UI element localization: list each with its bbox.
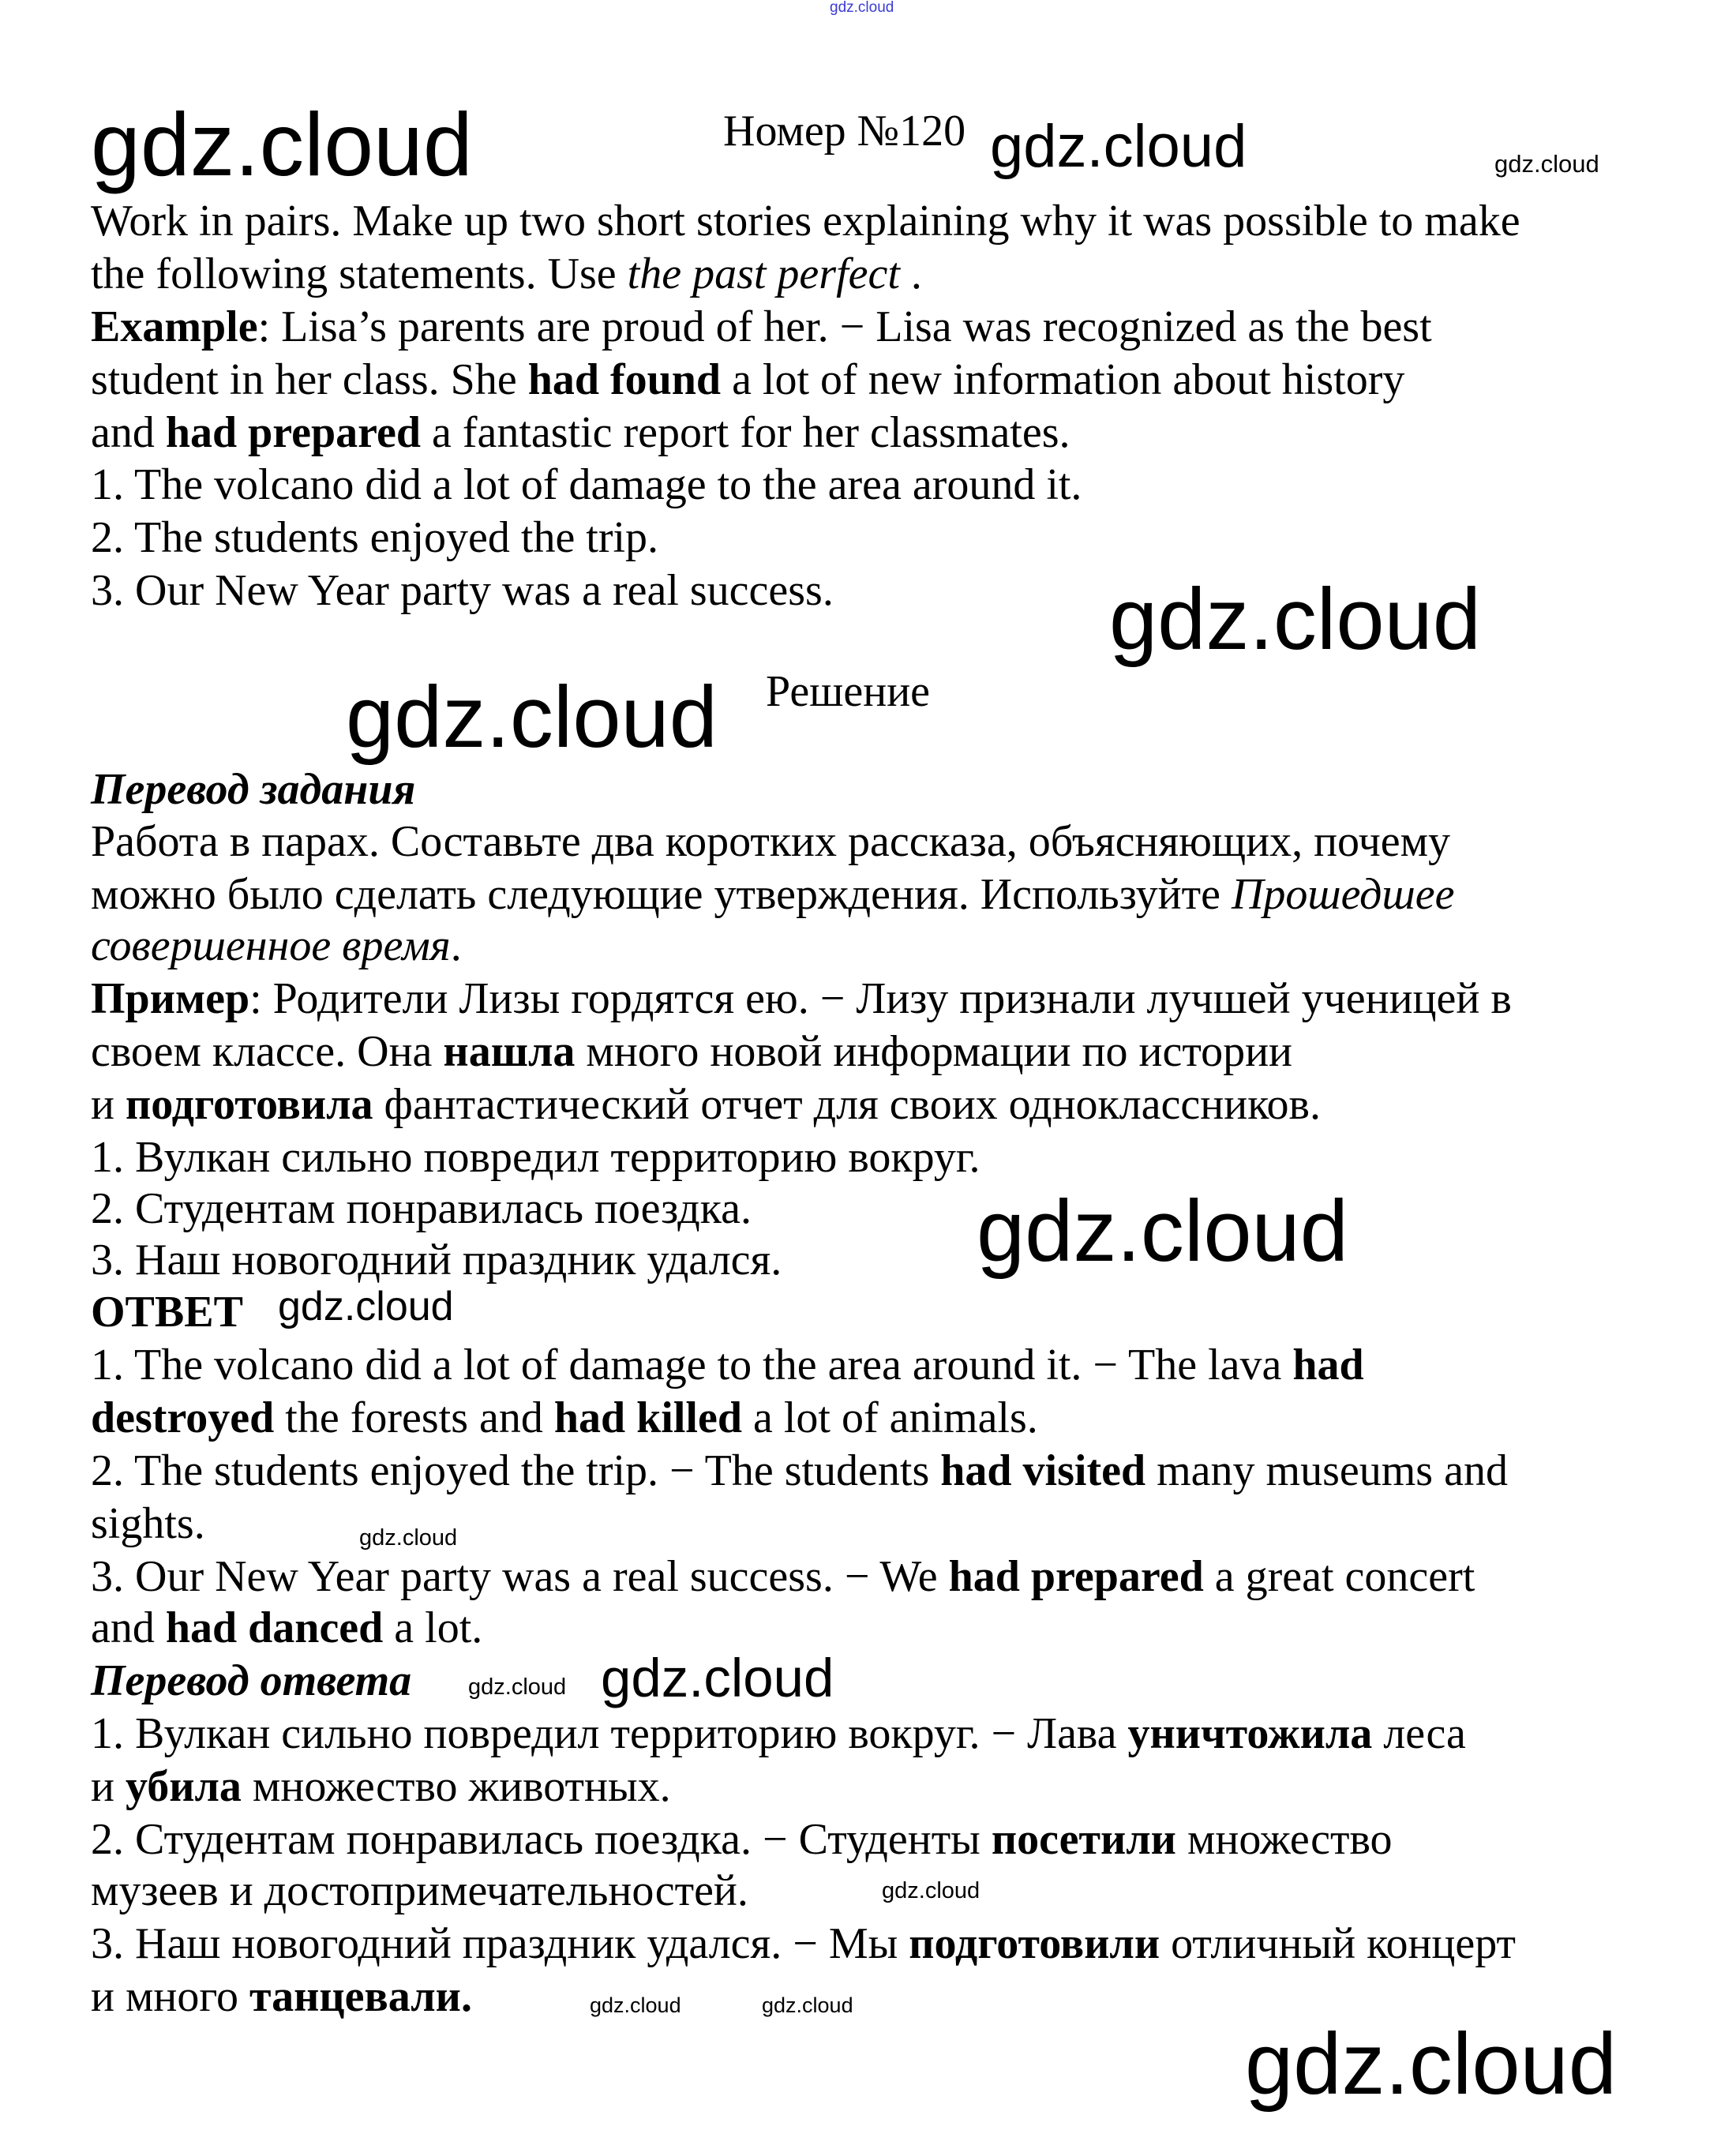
- gdz-watermark: gdz.cloud: [91, 95, 473, 194]
- text-line: [91, 1971, 472, 2023]
- text-line: [91, 354, 1404, 406]
- text-segment: many museums and: [1145, 1446, 1508, 1495]
- text-segment: Work in pairs. Make up two short stories explaining why it was possible to make: [91, 197, 1520, 246]
- gdz-watermark: gdz.cloud: [1245, 2016, 1617, 2113]
- text-segment: уничтожила: [1127, 1709, 1373, 1758]
- text-segment: множество животных.: [241, 1762, 671, 1811]
- text-line: [91, 1498, 205, 1550]
- text-segment: нашла: [443, 1027, 576, 1076]
- text-segment: Перевод ответа: [91, 1656, 412, 1705]
- text-segment: student in her class. She: [91, 355, 528, 404]
- text-line: [91, 195, 1520, 247]
- gdz-watermark: gdz.cloud: [601, 1648, 834, 1708]
- text-segment: 3. Наш новогодний праздник удался.: [91, 1236, 782, 1284]
- text-segment: посетили: [991, 1815, 1176, 1864]
- text-segment: Пример: [91, 974, 250, 1023]
- text-segment: убила: [125, 1762, 242, 1811]
- text-line: [91, 1865, 748, 1917]
- text-segment: a great concert: [1203, 1552, 1475, 1601]
- text-line: [91, 973, 1512, 1025]
- solution-heading: Решение: [766, 667, 931, 716]
- gdz-watermark: gdz.cloud: [1494, 150, 1599, 178]
- text-segment: had prepared: [165, 408, 421, 457]
- text-segment: отличный концерт: [1160, 1919, 1516, 1968]
- text-segment: had danced: [165, 1603, 384, 1652]
- text-segment: 3. Наш новогодний праздник удался. − Мы: [91, 1919, 909, 1968]
- text-line: [91, 1655, 411, 1707]
- text-segment: подготовила: [125, 1080, 373, 1129]
- text-line: [91, 1026, 1292, 1078]
- text-segment: можно было сделать следующие утверждения. Используйте: [91, 870, 1232, 919]
- text-line: [91, 868, 1454, 921]
- text-segment: .: [899, 249, 922, 298]
- gdz-watermark: gdz.cloud: [590, 1993, 681, 2017]
- text-segment: and: [91, 408, 166, 457]
- gdz-watermark: gdz.cloud: [977, 1183, 1348, 1280]
- text-line: [91, 1918, 1516, 1970]
- text-segment: had killed: [553, 1393, 742, 1442]
- text-line: [91, 763, 415, 816]
- text-segment: 1. Вулкан сильно повредил территорию вокруг. − Лава: [91, 1709, 1128, 1758]
- text-segment: Работа в парах. Составьте два коротких рассказа, объясняющих, почему: [91, 817, 1451, 866]
- text-segment: своем классе. Она: [91, 1027, 444, 1076]
- text-line: [91, 1602, 482, 1654]
- text-segment: the following statements. Use: [91, 249, 628, 298]
- text-segment: 2. Студентам понравилась поездка.: [91, 1184, 752, 1233]
- text-line: [91, 1392, 1038, 1444]
- text-segment: a lot.: [383, 1603, 483, 1652]
- gdz-watermark: gdz.cloud: [882, 1878, 980, 1903]
- text-line: [91, 1708, 1466, 1760]
- text-line: [91, 564, 834, 617]
- text-segment: and: [91, 1603, 166, 1652]
- text-segment: Example: [91, 302, 258, 351]
- text-segment: had: [1292, 1341, 1364, 1389]
- text-line: [91, 1286, 243, 1338]
- text-segment: a lot of animals.: [741, 1393, 1038, 1442]
- text-line: [91, 248, 922, 300]
- text-segment: 1. Вулкан сильно повредил территорию вокруг.: [91, 1133, 980, 1182]
- text-segment: 2. Студентам понравилась поездка. − Студенты: [91, 1815, 992, 1864]
- text-segment: had prepared: [948, 1552, 1204, 1601]
- text-segment: had found: [527, 355, 722, 404]
- text-line: [91, 1078, 1321, 1131]
- text-segment: destroyed: [91, 1393, 275, 1442]
- text-line: [91, 1131, 980, 1183]
- text-line: [91, 459, 1082, 511]
- text-line: [91, 920, 462, 972]
- text-segment: 1. The volcano did a lot of damage to the area around it. − The lava: [91, 1341, 1293, 1389]
- text-line: [91, 1183, 752, 1235]
- text-segment: the forests and: [274, 1393, 554, 1442]
- gdz-watermark: gdz.cloud: [830, 0, 894, 16]
- gdz-watermark: gdz.cloud: [990, 113, 1247, 180]
- text-segment: Прошедшее: [1231, 870, 1455, 919]
- gdz-watermark: gdz.cloud: [346, 669, 718, 766]
- text-line: [91, 512, 658, 564]
- text-segment: sights.: [91, 1499, 205, 1548]
- text-segment: фантастический отчет для своих одноклассников.: [373, 1080, 1321, 1129]
- text-line: [91, 1761, 671, 1813]
- gdz-watermark: gdz.cloud: [359, 1525, 458, 1551]
- text-segment: и много: [91, 1972, 249, 2021]
- text-line: [91, 1813, 1393, 1866]
- text-segment: the past perfect: [627, 249, 900, 298]
- text-segment: музеев и достопримечательностей.: [91, 1866, 748, 1915]
- text-segment: ОТВЕТ: [91, 1288, 243, 1337]
- text-segment: 3. Our New Year party was a real success. − We: [91, 1552, 949, 1601]
- text-line: [91, 407, 1070, 459]
- text-segment: и: [91, 1080, 126, 1129]
- text-segment: Перевод задания: [91, 765, 416, 814]
- gdz-watermark: gdz.cloud: [762, 1993, 853, 2017]
- text-segment: много новой информации по истории: [575, 1027, 1293, 1076]
- text-segment: 2. The students enjoyed the trip.: [91, 513, 659, 562]
- text-segment: множество: [1175, 1815, 1393, 1864]
- text-segment: .: [450, 921, 462, 970]
- page-title: Номер №120: [723, 107, 966, 156]
- text-line: [91, 816, 1450, 868]
- text-segment: и: [91, 1762, 126, 1811]
- text-segment: had visited: [940, 1446, 1146, 1495]
- text-segment: совершенное время: [91, 921, 451, 970]
- text-segment: : Родители Лизы гордятся ею. − Лизу признали лучшей ученицей в: [249, 974, 1512, 1023]
- text-line: [91, 1234, 782, 1286]
- text-line: [91, 1445, 1508, 1497]
- gdz-watermark: gdz.cloud: [278, 1284, 454, 1329]
- gdz-watermark: gdz.cloud: [1109, 571, 1481, 668]
- text-line: [91, 1339, 1364, 1391]
- text-segment: танцевали.: [249, 1972, 472, 2021]
- text-line: [91, 1551, 1475, 1603]
- text-segment: 3. Our New Year party was a real success.: [91, 566, 834, 615]
- text-segment: леса: [1372, 1709, 1466, 1758]
- text-line: [91, 301, 1432, 353]
- text-segment: a fantastic report for her classmates.: [420, 408, 1070, 457]
- text-segment: подготовили: [909, 1919, 1160, 1968]
- text-segment: a lot of new information about history: [721, 355, 1405, 404]
- text-segment: : Lisa’s parents are proud of her. − Lisa was recognized as the best: [257, 302, 1432, 351]
- text-segment: 1. The volcano did a lot of damage to the area around it.: [91, 460, 1082, 509]
- text-segment: 2. The students enjoyed the trip. − The students: [91, 1446, 941, 1495]
- gdz-watermark: gdz.cloud: [468, 1674, 567, 1700]
